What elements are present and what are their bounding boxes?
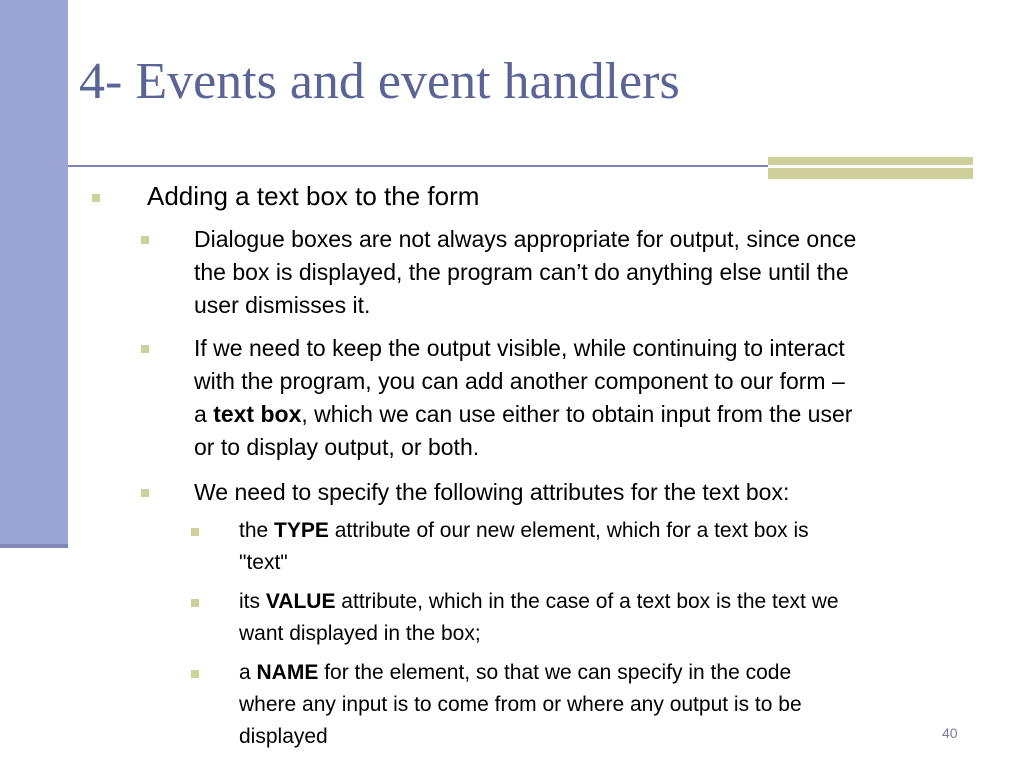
text-line: [194, 398, 852, 431]
bullet-level2-text: [194, 332, 852, 464]
bullet-square-icon: [191, 599, 199, 607]
bullet-level2-text: We need to specify the following attributes for the text box:: [194, 479, 790, 505]
text-line: If we need to keep the output visible, while continuing to interact: [194, 335, 845, 361]
text-line: want displayed in the box;: [239, 622, 481, 645]
text-run: a: [194, 401, 214, 427]
text-line: with the program, you can add another component to our form –: [194, 368, 845, 394]
bold-term: text box: [213, 401, 302, 427]
bullet-square-icon: [141, 489, 149, 497]
text-run: attribute of our new element, which for a text box is: [328, 519, 809, 542]
bullet-level3-text: [239, 515, 809, 579]
text-line: user dismisses it.: [194, 292, 371, 318]
text-line: where any input is to come from or where any output is to be: [239, 693, 802, 716]
bullet-level1-text: Adding a text box to the form: [147, 181, 480, 211]
bullet-square-icon: [191, 670, 199, 678]
text-line: the box is displayed, the program can’t do anything else until the: [194, 259, 849, 285]
text-run: , which we can use either to obtain input from the user: [301, 401, 853, 427]
bullet-square-icon: [141, 345, 149, 353]
bold-term: NAME: [256, 661, 319, 684]
text-run: for the element, so that we can specify in the code: [318, 661, 792, 684]
title-accent-bar: [768, 157, 973, 179]
text-run: a: [239, 661, 257, 684]
page-number: 40: [942, 725, 958, 741]
bullet-level3-text: [239, 657, 802, 753]
sidebar-decoration: [0, 0, 68, 548]
text-run: its: [239, 590, 266, 613]
bullet-level3-text: [239, 586, 839, 650]
text-line: or to display output, or both.: [194, 434, 480, 460]
slide-title: 4- Events and event handlers: [79, 53, 680, 110]
text-line: "text": [239, 551, 288, 574]
text-line: displayed: [239, 725, 328, 748]
bold-term: TYPE: [274, 519, 329, 542]
text-run: the: [239, 519, 275, 542]
bullet-square-icon: [141, 236, 149, 244]
text-run: attribute, which in the case of a text box is the text we: [335, 590, 839, 613]
sidebar-bottom-edge: [0, 544, 68, 548]
bullet-square-icon: [92, 194, 100, 202]
text-line: [239, 657, 802, 689]
bullet-square-icon: [191, 528, 199, 536]
title-accent-gap: [768, 165, 973, 168]
text-line: Dialogue boxes are not always appropriate for output, since once: [194, 226, 857, 252]
text-line: [239, 586, 839, 618]
bold-term: VALUE: [265, 590, 336, 613]
bullet-level2-text: [194, 223, 856, 322]
text-line: [239, 515, 809, 547]
